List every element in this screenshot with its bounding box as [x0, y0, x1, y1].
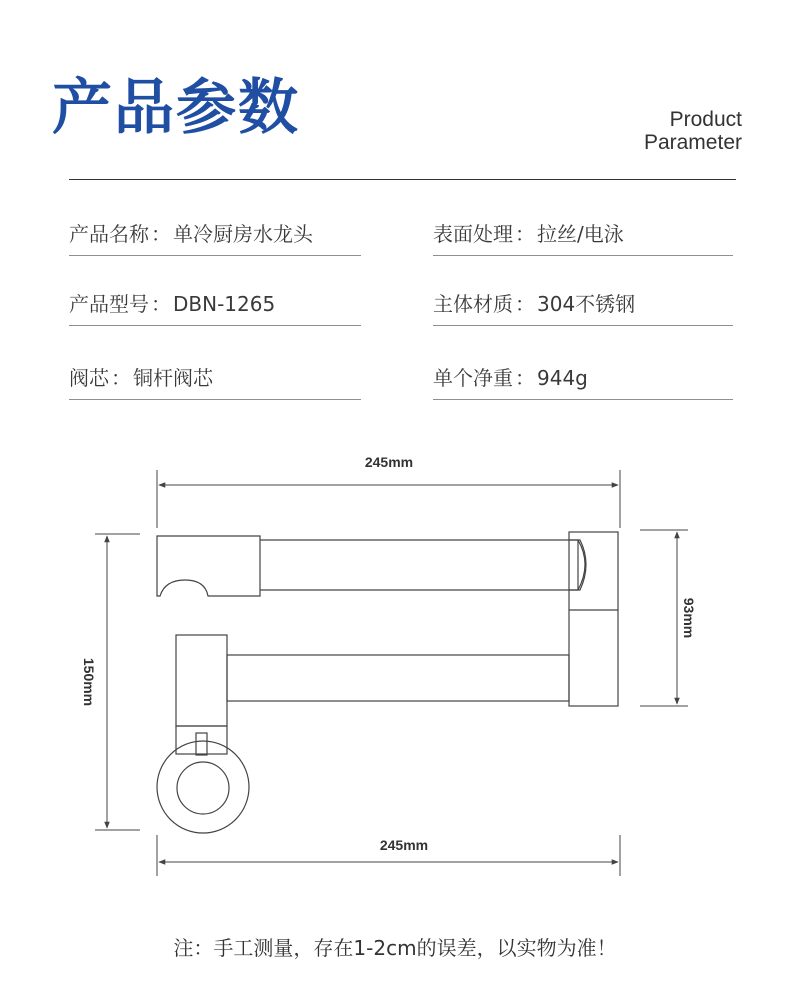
param-value: 拉丝/电泳: [537, 222, 624, 246]
param-separator: ：: [151, 292, 171, 316]
param-value: 944g: [537, 366, 588, 390]
vertical-body: [176, 635, 227, 726]
param-product-name: [69, 212, 361, 256]
wall-flange-inner: [177, 762, 229, 814]
faucet-outline: [157, 532, 618, 833]
lower-arm: [227, 655, 569, 701]
upper-arm: [260, 540, 585, 590]
param-surface-treatment: [433, 212, 733, 256]
param-label: 表面处理: [433, 222, 513, 246]
param-separator: ：: [151, 222, 171, 246]
param-value: 铜杆阀芯: [133, 366, 213, 390]
param-net-weight: [433, 356, 733, 400]
param-value: 304不锈钢: [537, 292, 636, 316]
page-subtitle-en: [644, 108, 742, 154]
right-height-label: 93mm: [681, 597, 697, 639]
top-width-label: 245mm: [364, 454, 414, 470]
param-label: 单个净重: [433, 366, 513, 390]
param-label: 阀芯: [69, 366, 109, 390]
measurement-disclaimer: 注：手工测量，存在1-2cm的误差，以实物为准！: [173, 936, 617, 960]
spout-head: [157, 536, 260, 596]
valve-neck: [176, 726, 227, 754]
subtitle-line-2: Parameter: [643, 131, 742, 154]
param-valve-core: [69, 356, 361, 400]
wall-mount-block: [569, 532, 618, 706]
param-model-number: [69, 282, 361, 326]
valve-stem: [196, 733, 207, 755]
left-height-label: 150mm: [81, 657, 97, 707]
param-separator: ：: [515, 292, 535, 316]
subtitle-line-1: Product: [669, 108, 742, 131]
param-label: 产品名称: [69, 222, 149, 246]
page-title: 产品参数: [52, 73, 300, 143]
param-separator: ：: [515, 366, 535, 390]
dimension-lines: [95, 470, 688, 876]
param-label: 主体材质: [433, 292, 513, 316]
faucet-dimension-drawing: [0, 430, 790, 890]
header-divider: [69, 179, 736, 180]
param-label: 产品型号: [69, 292, 149, 316]
param-separator: ：: [515, 222, 535, 246]
param-value: DBN-1265: [173, 292, 276, 316]
bottom-width-label: 245mm: [379, 837, 429, 853]
param-separator: ：: [111, 366, 131, 390]
param-value: 单冷厨房水龙头: [173, 222, 313, 246]
param-body-material: [433, 282, 733, 326]
